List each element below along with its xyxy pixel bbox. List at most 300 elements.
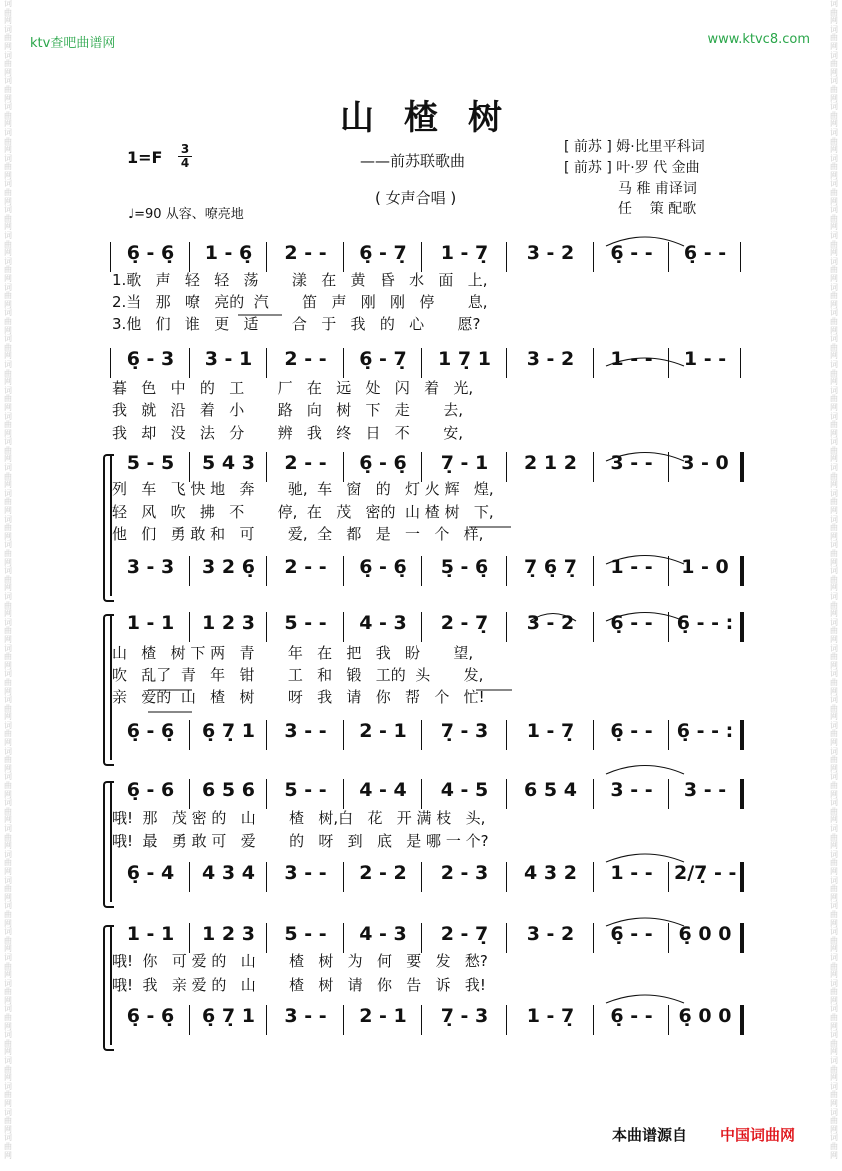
lyric-line: 1.歌 声 轻 轻 荡 漾 在 黄 昏 水 面 上, (112, 271, 488, 289)
lyric-line: 哦! 你 可 爱 的 山 楂 树 为 何 要 发 愁? (112, 952, 488, 970)
watermark-char: 曲 (830, 213, 838, 223)
barline (343, 779, 344, 809)
barline (668, 862, 669, 892)
notation-row (0, 862, 842, 890)
watermark-char: 曲 (4, 755, 12, 765)
measure: 2 - - (284, 242, 327, 264)
watermark-char: 网 (4, 918, 12, 928)
barline (506, 452, 507, 482)
barline (266, 612, 267, 642)
watermark-char: 曲 (830, 1064, 838, 1074)
watermark-char: 网 (830, 377, 838, 387)
measure: 6̣ - 4 (126, 862, 175, 884)
watermark-char: 网 (4, 815, 12, 825)
watermark-char: 曲 (4, 574, 12, 584)
barline (668, 452, 669, 482)
measure: 1 - 7̣ (526, 1005, 575, 1027)
barline (506, 242, 507, 272)
barline (593, 923, 594, 953)
watermark-char: 词 (830, 127, 838, 137)
watermark-char: 网 (830, 660, 838, 670)
watermark-char: 词 (4, 695, 12, 705)
barline (421, 923, 422, 953)
watermark-char: 曲 (4, 471, 12, 481)
watermark-char: 网 (830, 1021, 838, 1031)
lyric-line: 3.他 们 谁 更 适 合 于 我 的 心 愿? (112, 315, 481, 333)
watermark-char: 网 (830, 531, 838, 541)
measure: 2 - - (284, 556, 327, 578)
watermark-char: 曲 (830, 394, 838, 404)
watermark-char: 网 (830, 634, 838, 644)
watermark-char: 曲 (830, 781, 838, 791)
watermark-char: 词 (4, 76, 12, 86)
measure: 6̣ - - (610, 612, 653, 634)
watermark-char: 曲 (4, 652, 12, 662)
barline (740, 452, 744, 482)
barline (740, 779, 744, 809)
watermark-char: 词 (4, 102, 12, 112)
barline (668, 612, 669, 642)
watermark-char: 曲 (4, 59, 12, 69)
watermark-char: 曲 (4, 961, 12, 971)
watermark-char: 网 (4, 841, 12, 851)
watermark-char: 网 (830, 274, 838, 283)
watermark-char: 网 (4, 583, 12, 593)
measure: 6̣ 7̣ 1 (202, 1005, 255, 1027)
barline (593, 779, 594, 809)
measure: 6̣ - 3 (126, 348, 175, 370)
watermark-char: 曲 (830, 574, 838, 584)
measure: 3 - 0 (681, 452, 729, 474)
barline (593, 348, 594, 378)
tempo-marking: ♩=90 从容、嘹亮地 (128, 207, 244, 222)
barline (506, 612, 507, 642)
barline (189, 923, 190, 953)
watermark-char: 网 (830, 944, 838, 954)
measure: 6̣ - - (610, 1005, 653, 1027)
watermark-char: 网 (830, 1099, 838, 1108)
measure: 4 - 4 (359, 779, 407, 801)
watermark-char: 网 (830, 480, 838, 490)
measure: 5 - - (284, 612, 327, 634)
notation-row (0, 609, 842, 640)
lyric-line: 暮 色 中 的 工 厂 在 远 处 闪 着 光, (112, 379, 474, 397)
barline (740, 923, 744, 953)
barline (668, 779, 669, 809)
measure: 5 - 5 (126, 452, 175, 474)
source-label: 本曲谱源自 (612, 1126, 688, 1144)
watermark-char: 网 (4, 712, 12, 722)
watermark-char: 词 (830, 669, 838, 679)
measure: 2 - 1 (359, 1005, 407, 1027)
watermark-char: 曲 (830, 59, 838, 69)
watermark-char: 词 (4, 978, 12, 988)
measure: 2/7̣ - - (674, 862, 737, 884)
barline (189, 862, 190, 892)
watermark-char: 词 (4, 411, 12, 421)
notation-row (0, 452, 842, 480)
watermark-char: 网 (4, 995, 12, 1005)
measure: 6̣ - - (683, 242, 727, 264)
lyric-line: 吹 乱了 青 年 钳 工 和 锻 工的 头 发, (112, 666, 484, 684)
measure: 3 - - (683, 779, 727, 801)
watermark-char: 曲 (830, 729, 838, 739)
watermark-char: 曲 (4, 781, 12, 791)
barline (740, 720, 744, 750)
watermark-char: 曲 (830, 33, 838, 43)
watermark-char: 词 (4, 1030, 12, 1040)
key-signature: 1=F (127, 148, 163, 167)
barline (343, 720, 344, 750)
barline (110, 348, 111, 378)
measure: 6̣ - - (610, 923, 653, 945)
watermark-char: 词 (830, 875, 838, 885)
watermark-char: 网 (4, 866, 12, 876)
barline (189, 348, 190, 378)
watermark-char: 曲 (4, 162, 12, 172)
watermark-char: 曲 (830, 987, 838, 997)
watermark-char: 词 (830, 824, 838, 833)
watermark-char: 曲 (830, 806, 838, 816)
watermark-char: 词 (830, 24, 838, 34)
watermark-char: 曲 (830, 291, 838, 301)
watermark-char: 词 (4, 514, 12, 524)
watermark-char: 曲 (830, 523, 838, 533)
watermark-char: 网 (4, 1047, 12, 1057)
watermark-char: 词 (4, 669, 12, 679)
watermark-char: 词 (4, 24, 12, 34)
watermark-char: 词 (4, 566, 12, 576)
barline (668, 923, 669, 953)
notation-row (0, 923, 842, 951)
watermark-char: 网 (830, 609, 838, 619)
measure: 7̣ 6̣ 7̣ (524, 556, 577, 578)
notation-row (0, 556, 842, 584)
measure: 7̣ - 3 (440, 1005, 489, 1027)
watermark-char: 曲 (830, 884, 838, 894)
site-url-right[interactable]: www.ktvc8.com (707, 32, 810, 47)
watermark-char: 网 (830, 222, 838, 232)
watermark-char: 网 (830, 16, 838, 26)
watermark-char: 曲 (4, 316, 12, 326)
measure: 1 - - (610, 556, 653, 578)
time-numerator: 3 (178, 143, 192, 157)
barline (740, 242, 741, 272)
measure: 4 - 3 (359, 923, 407, 945)
measure: 6̣ 7̣ 1 (202, 720, 255, 742)
watermark-char: 网 (4, 222, 12, 232)
watermark-char: 曲 (4, 626, 12, 636)
watermark-char: 网 (4, 402, 12, 412)
watermark-char: 词 (4, 1056, 12, 1066)
watermark-char: 网 (4, 634, 12, 644)
watermark-char: 词 (4, 282, 12, 292)
barline (506, 862, 507, 892)
lyric-line: 哦! 我 亲 爱 的 山 楂 树 请 你 告 诉 我! (112, 976, 486, 994)
measure: 6̣ - 6 (126, 779, 175, 801)
watermark-char: 网 (4, 970, 12, 980)
song-subtitle: ——前苏联歌曲 (360, 152, 466, 170)
watermark-char: 曲 (830, 445, 838, 455)
barline (189, 1005, 190, 1035)
barline (506, 720, 507, 750)
watermark-char: 曲 (830, 1013, 838, 1023)
watermark-char: 曲 (830, 265, 838, 275)
lyric-line: 我 就 沿 着 小 路 向 树 下 走 去, (112, 401, 463, 419)
measure: 6̣ - 6̣ (126, 720, 175, 742)
watermark-char: 词 (4, 488, 12, 498)
barline (421, 612, 422, 642)
right-watermark-strip (826, 0, 842, 1171)
watermark-char: 网 (4, 67, 12, 77)
measure: 6̣ 0 0 (678, 923, 732, 945)
watermark-char: 词 (830, 334, 838, 344)
tie-arc (606, 766, 684, 775)
watermark-char: 词 (4, 205, 12, 215)
barline (189, 779, 190, 809)
watermark-char: 词 (830, 308, 838, 318)
barline (266, 720, 267, 750)
watermark-char: 词 (4, 798, 12, 808)
watermark-char: 网 (830, 351, 838, 361)
watermark-char: 曲 (830, 471, 838, 481)
barline (343, 612, 344, 642)
watermark-char: 词 (4, 334, 12, 344)
watermark-char: 词 (4, 643, 12, 653)
watermark-char: 曲 (830, 136, 838, 146)
measure: 1 - 7̣ (526, 720, 575, 742)
watermark-char: 网 (4, 1124, 12, 1134)
watermark-char: 曲 (830, 1090, 838, 1100)
watermark-char: 词 (4, 591, 12, 601)
watermark-char: 词 (830, 901, 838, 911)
watermark-char: 网 (4, 480, 12, 490)
measure: 3 - 3 (126, 556, 175, 578)
lyric-line: 列 车 飞 快 地 奔 驰, 车 窗 的 灯 火 辉 煌, (112, 480, 494, 498)
watermark-char: 网 (830, 170, 838, 180)
watermark-char: 曲 (4, 858, 12, 868)
measure: 1 2 3 (202, 923, 255, 945)
barline (593, 612, 594, 642)
watermark-char: 词 (830, 695, 838, 705)
measure: 4 - 5 (440, 779, 489, 801)
watermark-char: 词 (4, 927, 12, 937)
measure: 3 - 2 (526, 348, 575, 370)
notation-row (0, 239, 842, 270)
watermark-char: 网 (4, 325, 12, 335)
watermark-char: 网 (4, 944, 12, 954)
watermark-char: 网 (830, 1073, 838, 1083)
watermark-char: 词 (830, 720, 838, 730)
measure: 1 - - (610, 862, 653, 884)
watermark-char: 词 (830, 1056, 838, 1066)
barline (593, 556, 594, 586)
measure: 3 - - (284, 720, 327, 742)
watermark-char: 曲 (4, 523, 12, 533)
watermark-char: 词 (4, 308, 12, 318)
watermark-char: 词 (4, 772, 12, 782)
watermark-char: 网 (830, 815, 838, 825)
barline (266, 923, 267, 953)
watermark-char: 词 (4, 0, 12, 8)
watermark-char: 网 (830, 970, 838, 980)
watermark-char: 曲 (4, 188, 12, 198)
measure: 1 7̣ 1 (438, 348, 491, 370)
watermark-char: 曲 (830, 600, 838, 610)
watermark-char: 词 (4, 1004, 12, 1014)
notation-row (0, 779, 842, 807)
measure: 6̣ - - : (676, 612, 734, 634)
barline (266, 862, 267, 892)
watermark-char: 网 (830, 428, 838, 438)
barline (668, 348, 669, 378)
notation-row (0, 720, 842, 748)
watermark-char: 词 (830, 1030, 838, 1040)
watermark-char: 词 (830, 798, 838, 808)
watermark-char: 网 (4, 196, 12, 206)
watermark-char: 网 (830, 93, 838, 103)
watermark-char: 曲 (830, 677, 838, 687)
measure: 2 - 2 (359, 862, 407, 884)
measure: 1 - 0 (681, 556, 729, 578)
watermark-char: 词 (4, 463, 12, 473)
measure: 2 1 2 (524, 452, 577, 474)
watermark-char: 词 (4, 231, 12, 241)
site-name-left[interactable]: ktv查吧曲谱网 (30, 36, 116, 51)
measure: 2 - 1 (359, 720, 407, 742)
barline (189, 612, 190, 642)
watermark-char: 词 (830, 1081, 838, 1091)
lyric-line: 山 楂 树 下 两 青 年 在 把 我 盼 望, (112, 644, 474, 662)
watermark-char: 网 (4, 892, 12, 902)
watermark-char: 网 (830, 506, 838, 516)
watermark-char: 曲 (830, 497, 838, 507)
watermark-char: 曲 (830, 1038, 838, 1048)
watermark-char: 曲 (4, 1141, 12, 1151)
watermark-char: 网 (830, 995, 838, 1005)
watermark-char: 曲 (4, 832, 12, 842)
watermark-char: 曲 (4, 136, 12, 146)
barline (593, 242, 594, 272)
watermark-char: 词 (4, 952, 12, 962)
measure: 5̣ - 6̣ (440, 556, 489, 578)
watermark-char: 曲 (830, 626, 838, 636)
measure: 1 - - (610, 348, 653, 370)
measure: 4 3 2 (524, 862, 577, 884)
watermark-char: 曲 (4, 394, 12, 404)
measure: 6̣ - 6̣ (359, 452, 407, 474)
barline (740, 1005, 744, 1035)
measure: 7̣ - 3 (440, 720, 489, 742)
watermark-char: 网 (4, 531, 12, 541)
watermark-char: 曲 (830, 1141, 838, 1151)
watermark-char: 词 (4, 127, 12, 137)
watermark-char: 词 (830, 76, 838, 86)
barline (668, 1005, 669, 1035)
watermark-char: 曲 (4, 729, 12, 739)
watermark-char: 曲 (4, 420, 12, 430)
watermark-char: 曲 (4, 703, 12, 713)
watermark-char: 词 (4, 901, 12, 911)
measure: 2 - - (284, 348, 327, 370)
watermark-char: 词 (830, 359, 838, 369)
watermark-char: 网 (4, 506, 12, 516)
measure: 6̣ - 7̣ (359, 348, 407, 370)
barline (506, 923, 507, 953)
measure: 2 - - (284, 452, 327, 474)
watermark-char: 网 (830, 583, 838, 593)
barline (266, 556, 267, 586)
watermark-char: 网 (4, 93, 12, 103)
watermark-char: 词 (4, 437, 12, 447)
watermark-char: 曲 (4, 1064, 12, 1074)
watermark-char: 词 (4, 359, 12, 369)
watermark-char: 词 (830, 231, 838, 241)
measure: 1 - 1 (126, 612, 175, 634)
watermark-char: 网 (830, 686, 838, 696)
barline (740, 612, 744, 642)
measure: 3 - 2 (526, 923, 575, 945)
left-watermark-strip (0, 0, 16, 1171)
barline (266, 348, 267, 378)
watermark-char: 词 (830, 772, 838, 782)
watermark-char: 曲 (4, 7, 12, 17)
barline (266, 1005, 267, 1035)
watermark-char: 词 (830, 488, 838, 498)
watermark-char: 词 (830, 927, 838, 937)
barline (506, 348, 507, 378)
watermark-char: 网 (4, 248, 12, 258)
watermark-char: 词 (830, 1004, 838, 1014)
time-denominator: 4 (180, 156, 190, 170)
watermark-char: 曲 (4, 265, 12, 275)
barline (421, 242, 422, 272)
watermark-char: 网 (830, 299, 838, 309)
watermark-char: 词 (4, 1081, 12, 1091)
barline (506, 1005, 507, 1035)
barline (343, 1005, 344, 1035)
barline (343, 862, 344, 892)
watermark-char: 网 (830, 918, 838, 928)
source-site-link[interactable]: 中国词曲网 (720, 1126, 796, 1144)
watermark-char: 词 (830, 566, 838, 576)
watermark-char: 曲 (4, 239, 12, 249)
watermark-char: 网 (4, 274, 12, 283)
credit-composer: [ 前苏 ] 叶·罗 代 金曲 (564, 160, 700, 176)
lyric-line: 亲 爱的 山 楂 树 呀 我 请 你 帮 个 忙! (112, 688, 485, 706)
measure: 3 - 2 (526, 612, 575, 634)
song-title: 山楂树 (340, 98, 532, 138)
barline (421, 779, 422, 809)
watermark-char: 网 (830, 325, 838, 335)
watermark-char: 词 (4, 849, 12, 859)
measure: 6̣ - - (610, 242, 653, 264)
watermark-char: 曲 (830, 162, 838, 172)
watermark-char: 网 (830, 557, 838, 567)
watermark-char: 词 (830, 849, 838, 859)
watermark-char: 网 (4, 428, 12, 438)
watermark-char: 曲 (4, 497, 12, 507)
watermark-char: 词 (830, 643, 838, 653)
barline (593, 862, 594, 892)
notation-row (0, 1005, 842, 1033)
watermark-char: 词 (830, 1107, 838, 1117)
barline (593, 1005, 594, 1035)
watermark-char: 曲 (4, 884, 12, 894)
tie-arc (606, 995, 684, 1003)
barline (421, 720, 422, 750)
watermark-char: 网 (830, 763, 838, 773)
